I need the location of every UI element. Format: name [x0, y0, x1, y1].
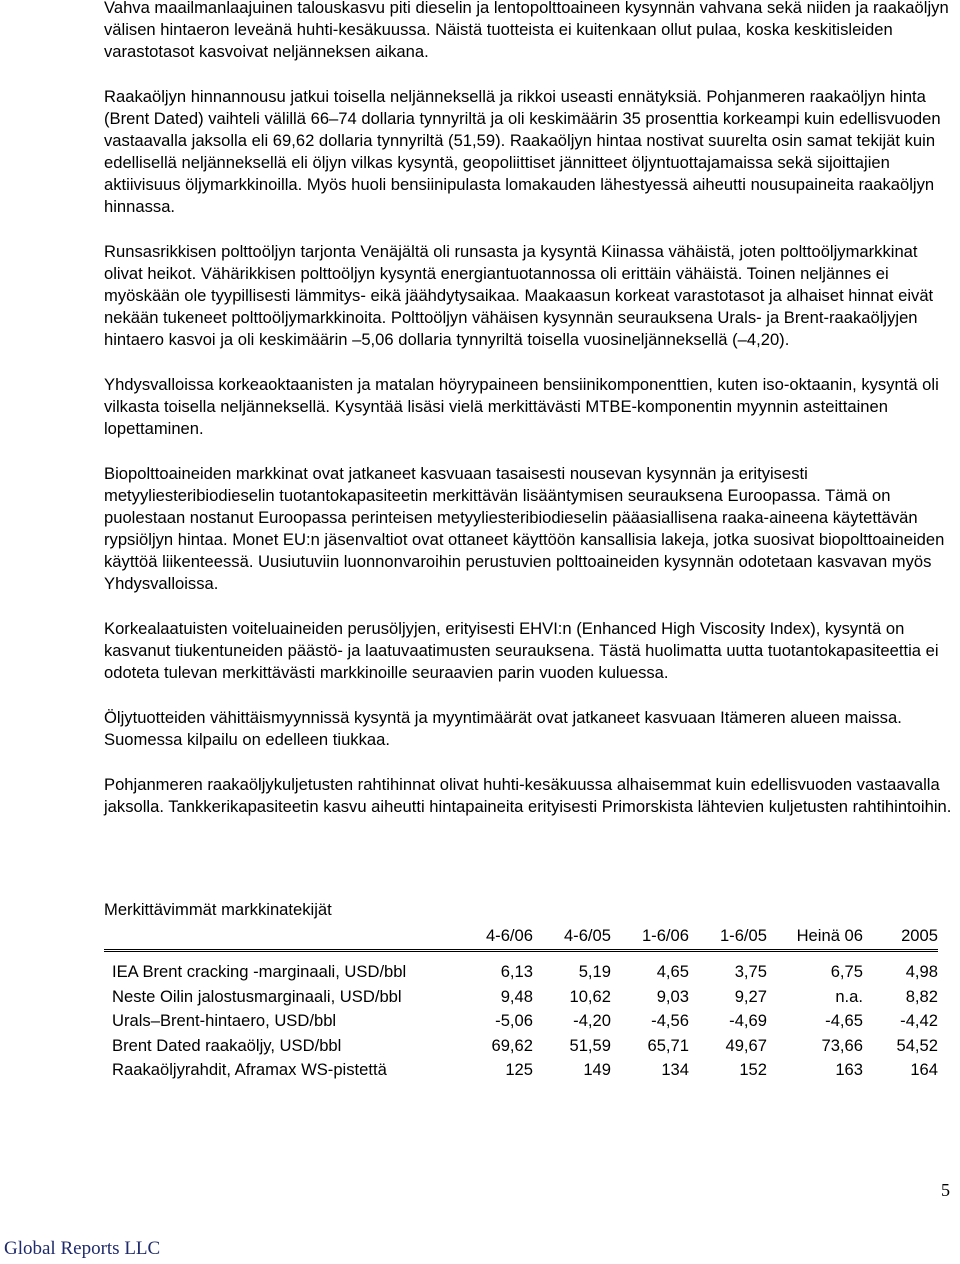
paragraph-usa-gasoline: Yhdysvalloissa korkeaoktaanisten ja matalan höyrypaineen bensiinikomponenttien, kuten iso-oktaanin, kysyntä oli vilkasta toisella neljänneksellä. Kysyntää lisäsi vielä merkittävästi MTBE-komponentin myynnin asteittainen lopettaminen.	[104, 375, 939, 438]
table-header-row	[104, 924, 938, 951]
table-cell: 9,03	[656, 986, 689, 1006]
table-cell: 125	[505, 1060, 533, 1080]
header-1-6-06: 1-6/06	[611, 924, 689, 951]
paragraph-biofuels: Biopolttoaineiden markkinat ovat jatkaneet kasvuaan tasaisesti nousevan kysynnän ja erityisesti metyyliesteribiodieselin tuotantokapasiteetin merkittävän lisääntymisen seurauksena Euroopassa. Tämä on puolestaan nostanut Euroopassa perinteisen metyyliesteribiodieselin pääasiallisena raaka-aineena käytettävän rypsiöljyn hintaa. Monet EU:n jäsenvaltiot ovat ottaneet käyttöön kansallisia lakeja, jotka suosivat biopolttoaineiden käyttöä liikenteessä. Uusiutuviin luonnonvaroihin perustuvien polttoaineiden kysynnän odotetaan kasvavan myös Yhdysvalloissa.	[104, 464, 945, 593]
header-heina-06: Heinä 06	[767, 924, 863, 951]
table-row	[104, 985, 938, 1010]
table-cell: 9,27	[734, 986, 767, 1006]
table-cell: 65,71	[647, 1035, 689, 1055]
table-cell: 8,82	[905, 986, 938, 1006]
table-cell: 69,62	[491, 1035, 533, 1055]
table-cell: 5,19	[578, 962, 611, 982]
header-1-6-05: 1-6/05	[689, 924, 767, 951]
paragraph-diesel-demand: Vahva maailmanlaajuinen talouskasvu piti dieselin ja lentopolttoaineen kysynnän vahvana sekä niiden ja raakaöljyn välisen hintaeron leveänä huhti-kesäkuussa. Näistä tuotteista ei kuitenkaan ollut pulaa, koska keskitisleiden varastotasot kasvoivat neljänneksen aikana.	[104, 0, 949, 61]
table-cell: 51,59	[569, 1035, 611, 1055]
table-row	[104, 951, 938, 985]
row-label: IEA Brent cracking -marginaali, USD/bbl	[112, 962, 407, 982]
header-label	[104, 924, 458, 951]
table-cell: 3,75	[734, 962, 767, 982]
paragraph-freight: Pohjanmeren raakaöljykuljetusten rahtihinnat olivat huhti-kesäkuussa alhaisemmat kuin edellisvuoden vastaavalla jaksolla. Tankkerikapasiteetin kasvu aiheutti hintapaineita erityisesti Primorskista lähtevien kuljetusten rahtihintoihin.	[104, 775, 952, 816]
header-2005: 2005	[863, 924, 938, 951]
table-cell: -4,69	[729, 1011, 767, 1031]
table-cell: 9,48	[500, 986, 533, 1006]
table-title: Merkittävimmät markkinatekijät	[104, 900, 332, 919]
table-cell: 73,66	[821, 1035, 863, 1055]
row-label: Brent Dated raakaöljy, USD/bbl	[112, 1035, 342, 1055]
market-factors-table	[104, 924, 938, 1083]
table-cell: -5,06	[495, 1011, 533, 1031]
table-cell: 4,65	[656, 962, 689, 982]
table-cell: 49,67	[725, 1035, 767, 1055]
table-cell: -4,20	[573, 1011, 611, 1031]
table-cell: 6,75	[830, 962, 863, 982]
table-cell: 149	[583, 1060, 611, 1080]
table-row	[104, 1009, 938, 1034]
body-text	[104, 0, 954, 841]
table-cell: 4,98	[905, 962, 938, 982]
page-number: 5	[941, 1180, 950, 1200]
paragraph-base-oils: Korkealaatuisten voiteluaineiden perusöljyjen, erityisesti EHVI:n (Enhanced High Viscosity Index), kysyntä on kasvanut tiukentuneiden päästö- ja laatuvaatimusten seurauksena. Tästä huolimatta uutta tuotantokapasiteettia ei odoteta tulevan merkittävästi markkinoille seuraavien parin vuoden kuluessa.	[104, 619, 939, 682]
table-cell: n.a.	[835, 986, 863, 1006]
row-label: Urals–Brent-hintaero, USD/bbl	[112, 1011, 337, 1031]
table-cell: 6,13	[500, 962, 533, 982]
table-cell: 134	[661, 1060, 689, 1080]
header-4-6-05: 4-6/05	[533, 924, 611, 951]
table-cell: 164	[910, 1060, 938, 1080]
table-row	[104, 1034, 938, 1059]
table-cell: -4,65	[825, 1011, 863, 1031]
table-cell: 163	[835, 1060, 863, 1080]
paragraph-crude-price: Raakaöljyn hinnannousu jatkui toisella neljänneksellä ja rikkoi useasti ennätyksiä. Pohjanmeren raakaöljyn hinta (Brent Dated) vaihteli välillä 66–74 dollaria tynnyriltä ja oli keskimäärin 35 prosenttia korkeampi kuin edellisvuoden vastaavalla jaksolla eli 69,62 dollaria tynnyriltä (51,59). Raakaöljyn hintaa nostivat suurelta osin samat tekijät kuin edellisellä neljänneksellä eli öljyn vilkas kysyntä, geopoliittiset jännitteet öljyntuottajamaissa sekä sijoittajien aktiivisuus öljymarkkinoilla. Myös huoli bensiinipulasta lomakauden lähestyessä aiheutti nousupaineita raakaöljyn hinnassa.	[104, 87, 941, 216]
paragraph-fuel-oil: Runsasrikkisen polttoöljyn tarjonta Venäjältä oli runsasta ja kysyntä Kiinassa vähäistä, joten polttoöljymarkkinat olivat heikot. Vähärikkisen polttoöljyn kysyntä energiantuotannossa oli erittäin vähäistä. Toinen neljännes ei myöskään ole tyypillisesti lämmitys- eikä jäähdytysaikaa. Maakaasun korkeat varastotasot ja alhaiset hinnat eivät nekään tukeneet polttoöljymarkkinoita. Polttoöljyn vähäisen kysynnän seurauksena Urals- ja Brent-raakaöljyjen hintaero kasvoi ja oli keskimäärin –5,06 dollaria tynnyriltä toisella vuosineljänneksellä (–4,20).	[104, 242, 934, 349]
table-cell: 152	[739, 1060, 767, 1080]
footer-watermark: Global Reports LLC	[4, 1238, 161, 1259]
header-4-6-06: 4-6/06	[458, 924, 533, 951]
table-cell: -4,56	[651, 1011, 689, 1031]
row-label: Raakaöljyrahdit, Aframax WS-pistettä	[112, 1060, 387, 1080]
table-cell: -4,42	[900, 1011, 938, 1031]
table-row	[104, 1058, 938, 1083]
paragraph-retail: Öljytuotteiden vähittäismyynnissä kysyntä ja myyntimäärät ovat jatkaneet kasvuaan Itämeren alueen maissa. Suomessa kilpailu on edelleen tiukkaa.	[104, 708, 902, 749]
row-label: Neste Oilin jalostusmarginaali, USD/bbl	[112, 986, 402, 1006]
table-cell: 10,62	[569, 986, 611, 1006]
table-cell: 54,52	[896, 1035, 938, 1055]
